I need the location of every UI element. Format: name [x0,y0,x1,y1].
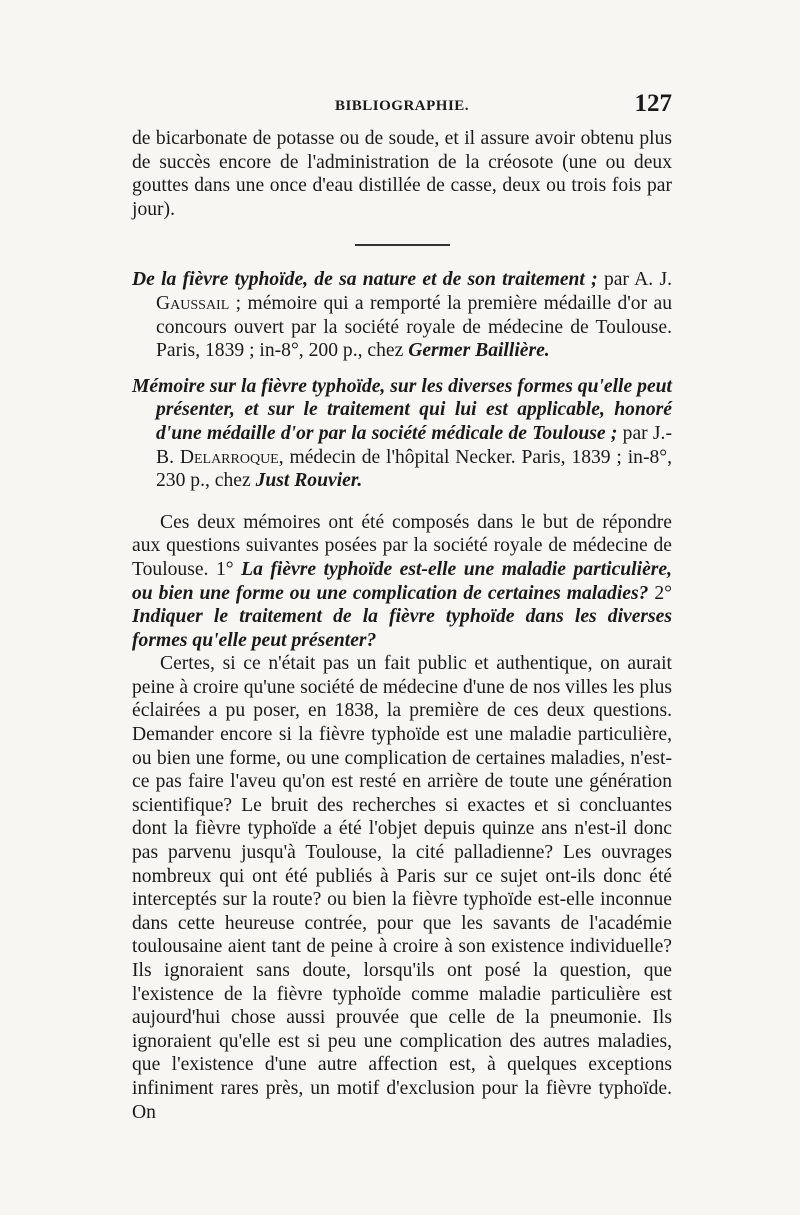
section-divider [355,244,450,246]
review-intro: Ces deux mémoires ont été composés dans le but de répondre aux questions suivantes posées par la société royale de médecine de Toulouse. 1° [132,511,672,580]
page-body [132,127,672,1124]
bib-author: Gaussail [156,292,230,314]
running-title: BIBLIOGRAPHIE. [334,98,470,114]
page-header [132,90,672,124]
question-1: La fièvre typhoïde est-elle une maladie particulière, ou bien une forme ou une complication de certaines maladies? [132,558,672,604]
bibliography-entry-1 [132,268,672,362]
bib-by: par J.-B. [156,422,672,468]
bib-publisher: Just Rouvier. [255,470,363,492]
bib-by: par A. J. [597,269,672,291]
bib-title: Mémoire sur la fièvre typhoïde, sur les diverses formes qu'elle peut présenter, et sur le traitement qui lui est applicable, honoré d'une médaille d'or par la société médicale de Toulouse ; [132,375,672,444]
bib-details: ; mémoire qui a remporté la première médaille d'or au concours ouvert par la société royale de médecine de Toulouse. Paris, 1839 ; in-8°, 200 p., chez [156,292,672,362]
bib-publisher: Germer Baillière. [408,340,550,362]
bib-author: Delarroque [179,446,279,468]
continuation-paragraph: de bicarbonate de potasse ou de soude, et il assure avoir obtenu plus de succès encore de l'administration de la créosote (une ou deux gouttes dans une once d'eau distillée de casse, deux ou trois fois par jour). [132,128,672,220]
question-2: Indiquer le traitement de la fièvre typhoïde dans les diverses formes qu'elle peut présenter? [132,606,672,651]
review-paragraph-1 [132,511,672,653]
page-number: 127 [634,90,672,117]
review-paragraph-2: Certes, si ce n'était pas un fait public et authentique, on aurait peine à croire qu'une société de médecine d'une de nos villes les plus éclairées a pu poser, en 1838, la première de ces deux questions. Demander encore si la fièvre typhoïde est une maladie particulière, ou bien une forme, ou une complication de certaines maladies, n'est-ce pas faire l'aveu qu'on est resté en arrière de toute une génération scientifique? Le bruit des recherches si exactes et si concluantes dont la fièvre typhoïde a été l'objet depuis quinze ans n'est-il donc pas parvenu jusqu'à Toulouse, la cité palladienne? Les ouvrages nombreux qui ont été publiés à Paris sur ce sujet ont-ils donc été interceptés sur la route? ou bien la fièvre typhoïde est-elle inconnue dans cette heureuse contrée, pour que les savants de l'académie toulousaine aient tant de peine à croire à son existence individuelle? Ils ignoraient sans doute, lorsqu'ils ont posé la question, que l'existence de la fièvre typhoïde comme maladie particulière est aujourd'hui chose aussi prouvée que celle de la pneumonie. Ils ignoraient qu'elle est si peu une complication des autres maladies, que l'existence d'une autre affection est, à quelques exceptions infiniment rares près, un motif d'exclusion pour la fièvre typhoïde. On [132,653,672,1123]
bibliography-entry-2 [132,375,672,493]
bib-title: De la fièvre typhoïde, de sa nature et de son traitement ; [132,269,598,291]
bib-details: , médecin de l'hôpital Necker. Paris, 1839 ; in-8°, 230 p., chez [156,446,672,492]
question-2-number: 2° [648,582,672,604]
